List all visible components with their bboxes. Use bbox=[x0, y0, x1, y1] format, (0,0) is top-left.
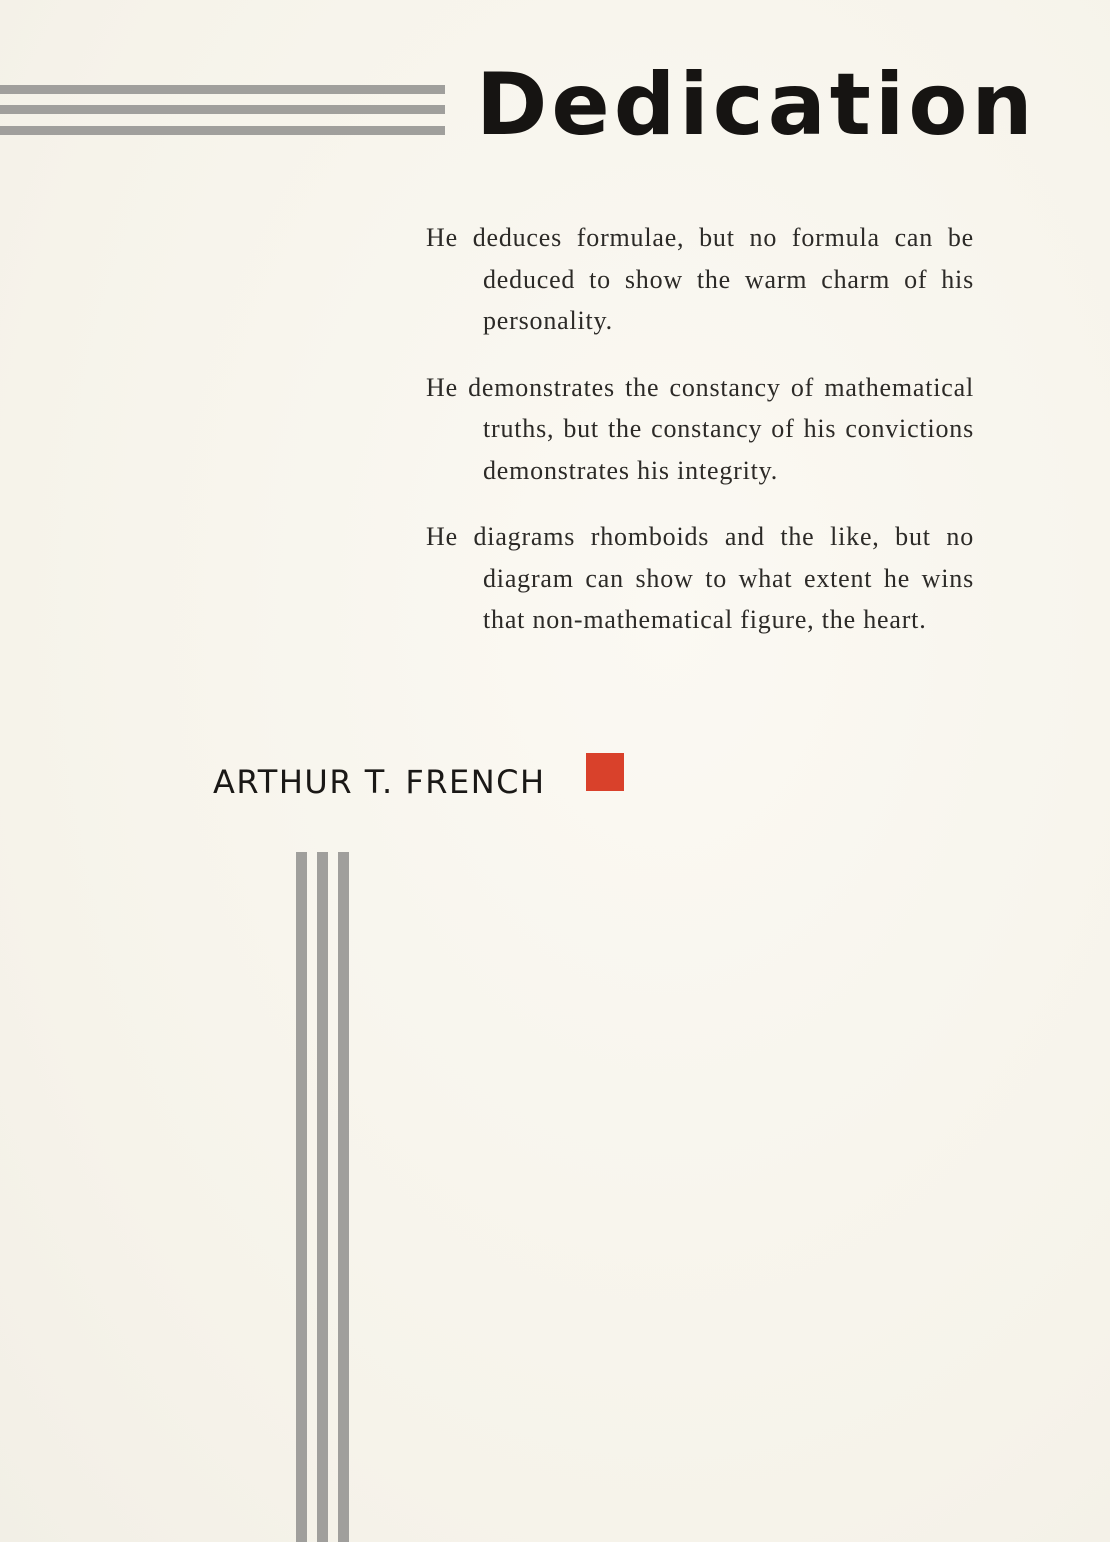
vertical-rule-2 bbox=[317, 852, 328, 1542]
paragraph-constancy: He demonstrates the constancy of mathematical truths, but the constancy of his convictions demonstrates his integrity. bbox=[426, 372, 974, 485]
red-square-ornament bbox=[586, 753, 624, 791]
vertical-rule-3 bbox=[338, 852, 349, 1542]
page-title: Dedication bbox=[476, 55, 1037, 155]
top-rule-3 bbox=[0, 126, 445, 135]
top-rule-1 bbox=[0, 85, 445, 94]
vertical-rule-1 bbox=[296, 852, 307, 1542]
paragraph-diagrams: He diagrams rhomboids and the like, but no diagram can show to what extent he wins that non-mathematical figure, the heart. bbox=[426, 522, 974, 634]
paragraph-formulae: He deduces formulae, but no formula can be deduced to show the warm charm of his personality. bbox=[426, 223, 974, 335]
top-rule-2 bbox=[0, 105, 445, 114]
dedication-text bbox=[426, 217, 974, 666]
dedicatee-name: ARTHUR T. FRENCH bbox=[213, 763, 546, 801]
